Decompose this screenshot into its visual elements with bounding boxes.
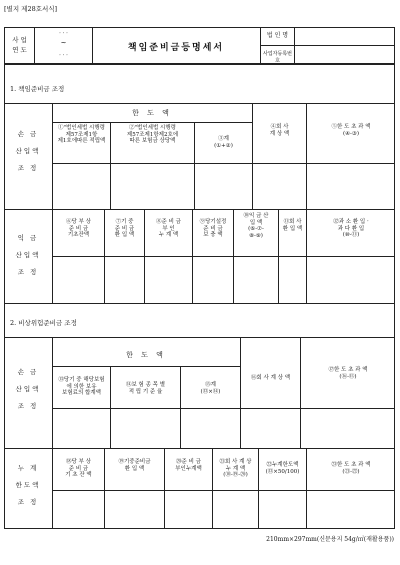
s1-limit-group: 한 도 액 xyxy=(132,109,172,117)
date-end[interactable]: · · · xyxy=(59,53,68,59)
s2-row1-entry[interactable] xyxy=(53,409,395,447)
s1-col9: ⑨당기설정 준 비 금 보 충 액 xyxy=(199,219,227,238)
s1-col11: ⑪회 사 환 입 액 xyxy=(282,219,303,232)
s2-col20: ⑳준 비 금 부인누계액 xyxy=(175,459,202,472)
biz-no-field[interactable] xyxy=(295,46,394,63)
s2-col13: ⑬당기 중 해당보험 에 의한 보유 보험료의 합계액 xyxy=(58,377,105,396)
s2-col19: ⑲기중준비금 환 입 액 xyxy=(118,459,151,472)
s2-limit-group: 한 도 액 xyxy=(126,351,166,359)
s1-col7: ⑦기 중 준 비 금 환 입 액 xyxy=(114,219,135,238)
biz-no-label: 사업자등록번호 xyxy=(263,51,292,64)
s1-col4: ④회 사 계 상 액 xyxy=(269,124,290,137)
s1-col12: ⑫과 소 환 입 · 과 다 환 입 (⑩-⑪) xyxy=(333,219,369,238)
s2-col16: ⑯회 사 계 상 액 xyxy=(250,375,291,381)
s1-row1-entry[interactable] xyxy=(53,164,395,208)
section2-title: 2. 비상위험준비금 조정 xyxy=(10,319,77,327)
s2-col15: ⑮계 (⑬×⑭) xyxy=(200,382,221,395)
form-number: [별지 제28호서식] xyxy=(4,5,58,13)
s1-row2-label: 익 금 산입액 조 정 xyxy=(15,234,41,276)
page-title: 책임준비금등명세서 xyxy=(127,43,225,53)
s1-col5: ⑤한 도 초 과 액 (④-③) xyxy=(331,124,371,137)
s2-col23: ㉓한 도 초 과 액 (㉑-㉒) xyxy=(331,462,371,475)
section1-title: 1. 책임준비금 조정 xyxy=(10,85,65,93)
s2-col21: ㉑회 사 계 상 누 계 액 (⑱-⑲-⑳) xyxy=(219,459,252,478)
s1-row1-label: 손 금 산입액 조 정 xyxy=(15,130,41,172)
s1-row2-entry[interactable] xyxy=(53,257,395,302)
s1-col2: ②"법인세법 시행령 제57조제1항제2호에 따른 보험금 상당액 xyxy=(126,125,179,144)
s2-row2-label: 누 계 한도액 조 정 xyxy=(15,464,41,506)
date-tilde: ~ xyxy=(60,39,67,47)
corp-name-label: 법 인 명 xyxy=(266,32,289,39)
s1-col6: ⑥당 부 상 준 비 금 기초잔액 xyxy=(66,219,91,238)
s2-col17: ⑰한 도 초 과 액 (⑯-⑮) xyxy=(328,367,368,380)
s2-col14: ⑭보 험 종 목 별 적 립 기 준 율 xyxy=(125,382,166,395)
s1-col3: ③계 (①+②) xyxy=(214,136,233,149)
date-start[interactable]: · · · xyxy=(59,31,68,37)
corp-name-field[interactable] xyxy=(295,28,394,44)
s2-row2-entry[interactable] xyxy=(53,491,395,528)
fiscal-year-label: 사 업 연 도 xyxy=(12,36,27,54)
s1-col8: ⑧준 비 금 부 인 누 계 액 xyxy=(156,219,181,238)
s1-col1: ①"법인세법 시행령 제57조제1항 제1호에따른 적립액 xyxy=(57,125,106,144)
s1-col10: ⑩익 금 산 입 액 (⑥-⑦- ⑧-⑨) xyxy=(243,213,269,239)
s2-row1-label: 손 금 산입액 조 정 xyxy=(15,368,41,410)
paper-size-note: 210mm×297mm(신문용지 54g/㎡(재활용품)) xyxy=(266,536,394,543)
s2-col18: ⑱당 부 상 준 비 금 기 초 잔 액 xyxy=(65,459,92,478)
s2-col22: ㉒누계한도액 (⑬×50/100) xyxy=(265,462,300,475)
